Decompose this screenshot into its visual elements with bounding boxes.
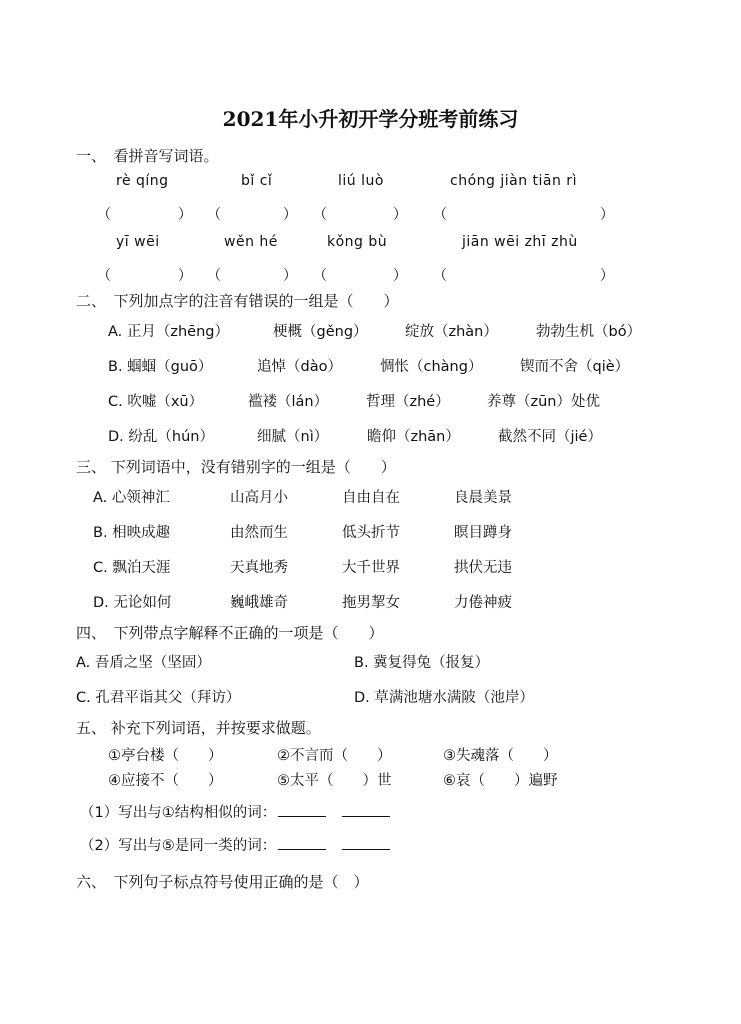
s4-option-c: C. 孔君平诣其父（拜访）	[76, 690, 241, 706]
pinyin-3: liú luò	[338, 173, 384, 189]
s2-word: 追悼（dào）	[257, 359, 342, 375]
section-1-heading: 一、 看拼音写词语。	[76, 147, 219, 165]
s2-word: 褴褛（lán）	[248, 394, 329, 410]
s2-word: 瞻仰（zhān）	[367, 429, 460, 445]
page-title: 2021年小升初开学分班考前练习	[222, 107, 519, 131]
pinyin-1: rè qíng	[116, 173, 169, 189]
s5-question-2	[80, 834, 390, 855]
s3-option-d: D. 无论如何	[93, 595, 172, 611]
s5-item-5: ⑤太平（ ）世	[277, 773, 392, 789]
section-3-heading: 三、 下列词语中，没有错别字的一组是（ ）	[76, 458, 396, 476]
answer-paren-open: （	[313, 268, 327, 284]
s3-word: 低头折节	[342, 525, 400, 541]
s2-option-d: D. 纷乱（hún）	[108, 429, 214, 445]
s2-word: 锲而不舍（qiè）	[520, 359, 630, 375]
s3-word: 山高月小	[230, 490, 288, 506]
answer-blank[interactable]	[342, 802, 390, 817]
s5-item-4: ④应接不（ ）	[108, 773, 223, 789]
s5-question-1-text: （1）写出与①结构相似的词：	[80, 805, 277, 821]
s3-word: 良晨美景	[454, 490, 512, 506]
answer-paren-close: ）	[283, 268, 297, 284]
s5-question-1	[80, 801, 390, 822]
s2-word: 绽放（zhàn）	[405, 324, 498, 340]
section-2-heading: 二、 下列加点字的注音有错误的一组是（ ）	[76, 292, 399, 310]
s5-question-2-text: （2）写出与⑤是同一类的词：	[80, 838, 277, 854]
answer-blank[interactable]	[278, 835, 326, 850]
pinyin-5: yī wēi	[116, 234, 160, 250]
s2-word: 勃勃生机（bó）	[536, 324, 642, 340]
answer-paren-open: （	[313, 207, 327, 223]
answer-paren-close: ）	[178, 268, 192, 284]
s4-option-d: D. 草满池塘水满陂（池岸）	[354, 690, 534, 706]
s2-option-a: A. 正月（zhēng）	[108, 324, 229, 340]
s3-option-b: B. 相映成趣	[93, 525, 171, 541]
answer-blank[interactable]	[342, 835, 390, 850]
pinyin-8: jiān wēi zhī zhù	[462, 234, 578, 250]
pinyin-6: wěn hé	[224, 234, 278, 250]
s2-word: 细腻（nì）	[257, 429, 329, 445]
s3-word: 由然而生	[230, 525, 288, 541]
s3-option-c: C. 飘泊天涯	[93, 560, 171, 576]
s3-word: 瞑目蹲身	[454, 525, 512, 541]
pinyin-2: bǐ cǐ	[241, 173, 273, 189]
s4-option-a: A. 吾盾之坚（坚固）	[76, 655, 211, 671]
s3-word: 自由自在	[342, 490, 400, 506]
pinyin-4: chóng jiàn tiān rì	[450, 173, 577, 189]
s3-word: 力倦神疲	[454, 595, 512, 611]
s5-item-3: ③失魂落（ ）	[443, 748, 558, 764]
answer-paren-open: （	[433, 207, 447, 223]
s5-item-1: ①亭台楼（ ）	[108, 748, 223, 764]
answer-paren-close: ）	[178, 207, 192, 223]
s3-option-a: A. 心领神汇	[93, 490, 170, 506]
answer-paren-close: ）	[600, 268, 614, 284]
section-6-heading: 六、 下列句子标点符号使用正确的是（ ）	[76, 873, 369, 891]
s2-option-b: B. 蝈蝈（guō）	[108, 359, 213, 375]
s5-item-2: ②不言而（ ）	[277, 748, 392, 764]
answer-paren-close: ）	[600, 207, 614, 223]
answer-blank[interactable]	[278, 802, 326, 817]
s3-word: 大千世界	[342, 560, 400, 576]
answer-paren-open: （	[433, 268, 447, 284]
s2-word: 惆怅（chàng）	[380, 359, 483, 375]
s2-option-c: C. 吹嘘（xū）	[108, 394, 204, 410]
s3-word: 巍峨雄奇	[230, 595, 288, 611]
s5-item-6: ⑥哀（ ）遍野	[443, 773, 558, 789]
s3-word: 拱伏无违	[454, 560, 512, 576]
section-5-heading: 五、 补充下列词语，并按要求做题。	[76, 719, 321, 737]
answer-paren-close: ）	[393, 207, 407, 223]
s2-word: 养尊（zūn）处优	[487, 394, 600, 410]
s2-word: 哲理（zhé）	[366, 394, 450, 410]
s2-word: 截然不同（jié）	[498, 429, 602, 445]
s4-option-b: B. 冀复得兔（报复）	[354, 655, 490, 671]
pinyin-7: kǒng bù	[327, 234, 388, 250]
answer-paren-open: （	[207, 207, 221, 223]
section-4-heading: 四、 下列带点字解释不正确的一项是（ ）	[76, 624, 384, 642]
answer-paren-close: ）	[393, 268, 407, 284]
s3-word: 天真地秀	[230, 560, 288, 576]
answer-paren-close: ）	[283, 207, 297, 223]
answer-paren-open: （	[97, 207, 111, 223]
s2-word: 梗概（gěng）	[273, 324, 368, 340]
s3-word: 拖男挈女	[342, 595, 400, 611]
answer-paren-open: （	[207, 268, 221, 284]
answer-paren-open: （	[97, 268, 111, 284]
